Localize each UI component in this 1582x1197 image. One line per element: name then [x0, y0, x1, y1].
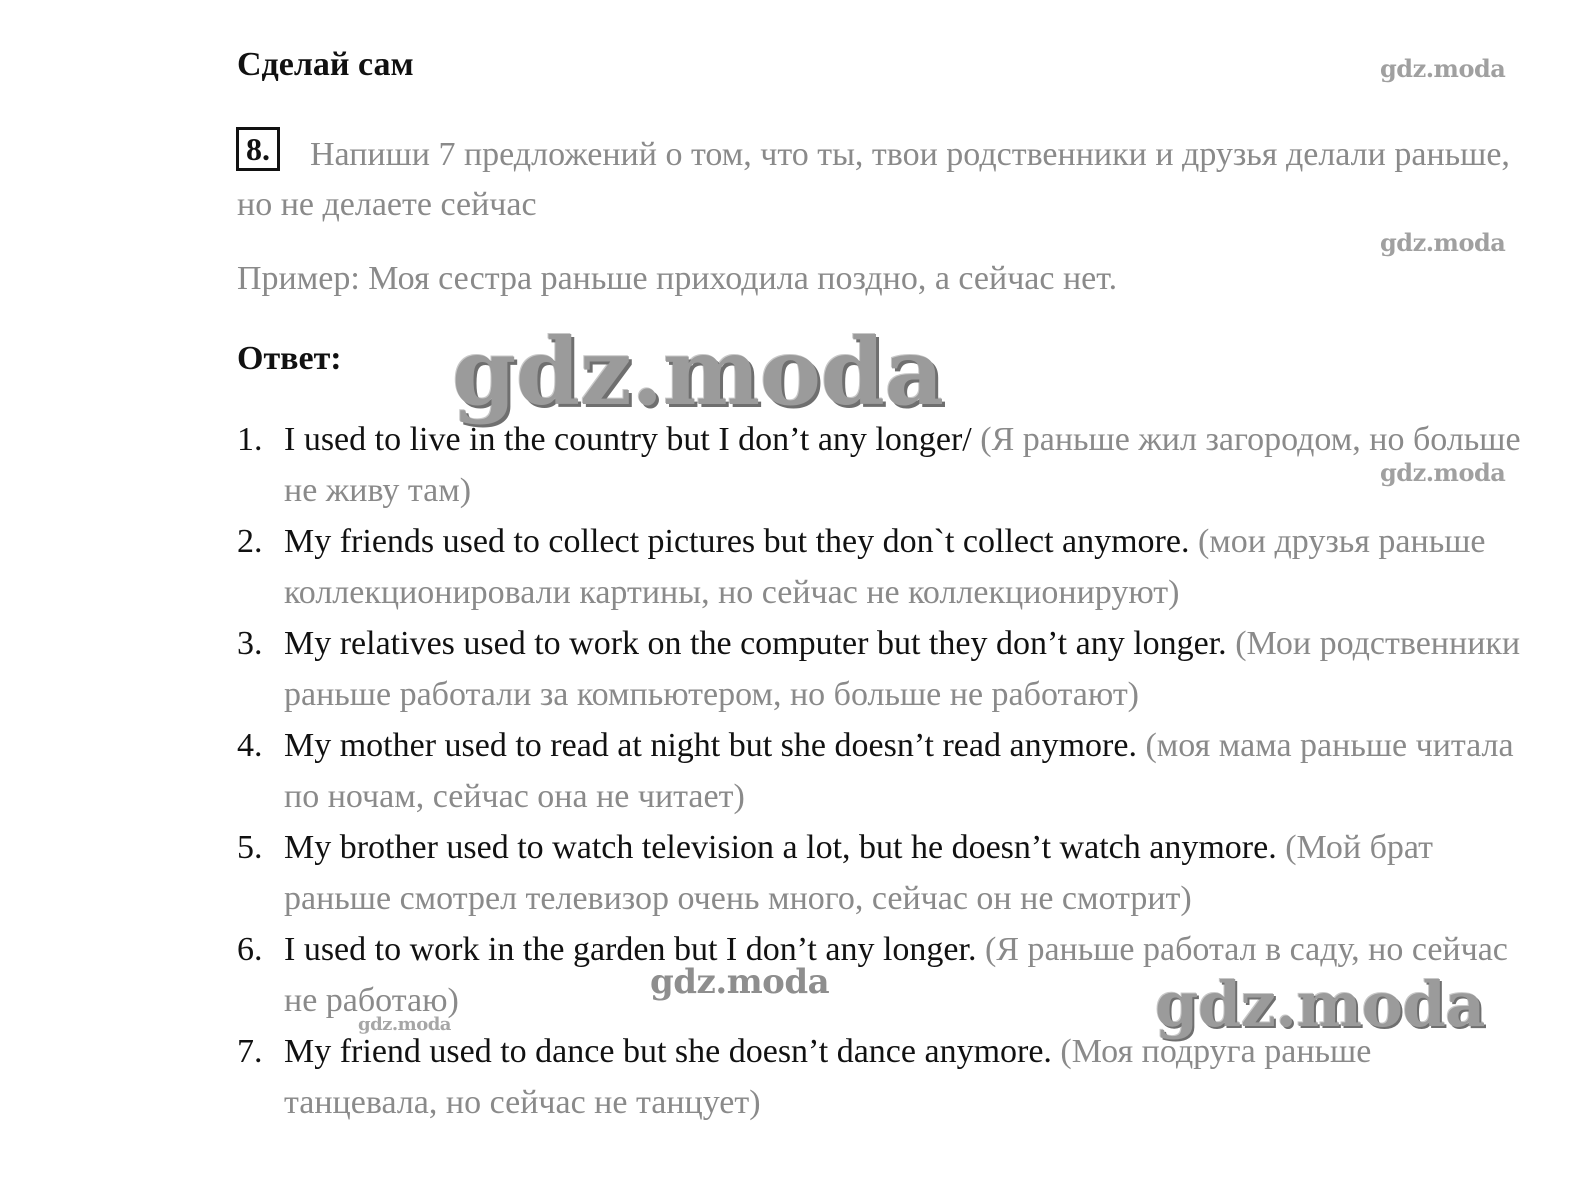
- section-title: Сделай сам: [237, 46, 414, 83]
- item-number: 6.: [237, 931, 263, 968]
- item-translation: (мои друзья раньше коллекционировали картины, но сейчас не коллекционируют): [284, 523, 1486, 611]
- task-number-box: 8.: [236, 127, 280, 171]
- item-translation: (Моя подруга раньше танцевала, но сейчас не танцует): [284, 1033, 1372, 1121]
- item-translation: (Я раньше жил загородом, но больше не живу там): [284, 421, 1521, 509]
- task-example: Пример: Моя сестра раньше приходила поздно, а сейчас нет.: [237, 260, 1118, 297]
- item-translation: (Мои родственники раньше работали за компьютером, но больше не работают): [284, 625, 1521, 713]
- watermark: gdz.moda: [1155, 968, 1485, 1041]
- answer-label: Ответ:: [237, 340, 342, 377]
- item-english: My relatives used to work on the computer but they don’t any longer.: [284, 625, 1227, 662]
- item-translation: (моя мама раньше читала по ночам, сейчас она не читает): [284, 727, 1514, 815]
- watermark: gdz.moda: [1380, 228, 1506, 257]
- item-number: 4.: [237, 727, 263, 764]
- list-item: [237, 1026, 1527, 1128]
- watermark: gdz.moda: [1380, 458, 1506, 487]
- list-item: [237, 822, 1527, 924]
- item-translation: (Я раньше работал в саду, но сейчас не работаю): [284, 931, 1508, 1019]
- item-number: 1.: [237, 421, 263, 458]
- item-english: I used to live in the country but I don’t any longer/: [284, 421, 972, 458]
- item-number: 2.: [237, 523, 263, 560]
- item-number: 5.: [237, 829, 263, 866]
- list-item: [237, 720, 1527, 822]
- item-english: My friend used to dance but she doesn’t dance anymore.: [284, 1033, 1052, 1070]
- watermark: gdz.moda: [650, 962, 830, 1002]
- item-english: My brother used to watch television a lot, but he doesn’t watch anymore.: [284, 829, 1277, 866]
- item-number: 3.: [237, 625, 263, 662]
- watermark: gdz.moda: [1380, 54, 1506, 83]
- list-item: [237, 618, 1527, 720]
- item-english: My mother used to read at night but she doesn’t read anymore.: [284, 727, 1137, 764]
- watermark: gdz.moda: [358, 1014, 451, 1035]
- item-translation: (Мой брат раньше смотрел телевизор очень много, сейчас он не смотрит): [284, 829, 1433, 917]
- item-number: 7.: [237, 1033, 263, 1070]
- list-item: [237, 516, 1527, 618]
- task-instruction: Напиши 7 предложений о том, что ты, твои родственники и друзья делали раньше, но не делаете сейчас: [237, 136, 1510, 223]
- list-item: [237, 414, 1527, 516]
- item-english: My friends used to collect pictures but they don`t collect anymore.: [284, 523, 1190, 560]
- watermark: gdz.moda: [452, 318, 944, 426]
- item-english: I used to work in the garden but I don’t any longer.: [284, 931, 977, 968]
